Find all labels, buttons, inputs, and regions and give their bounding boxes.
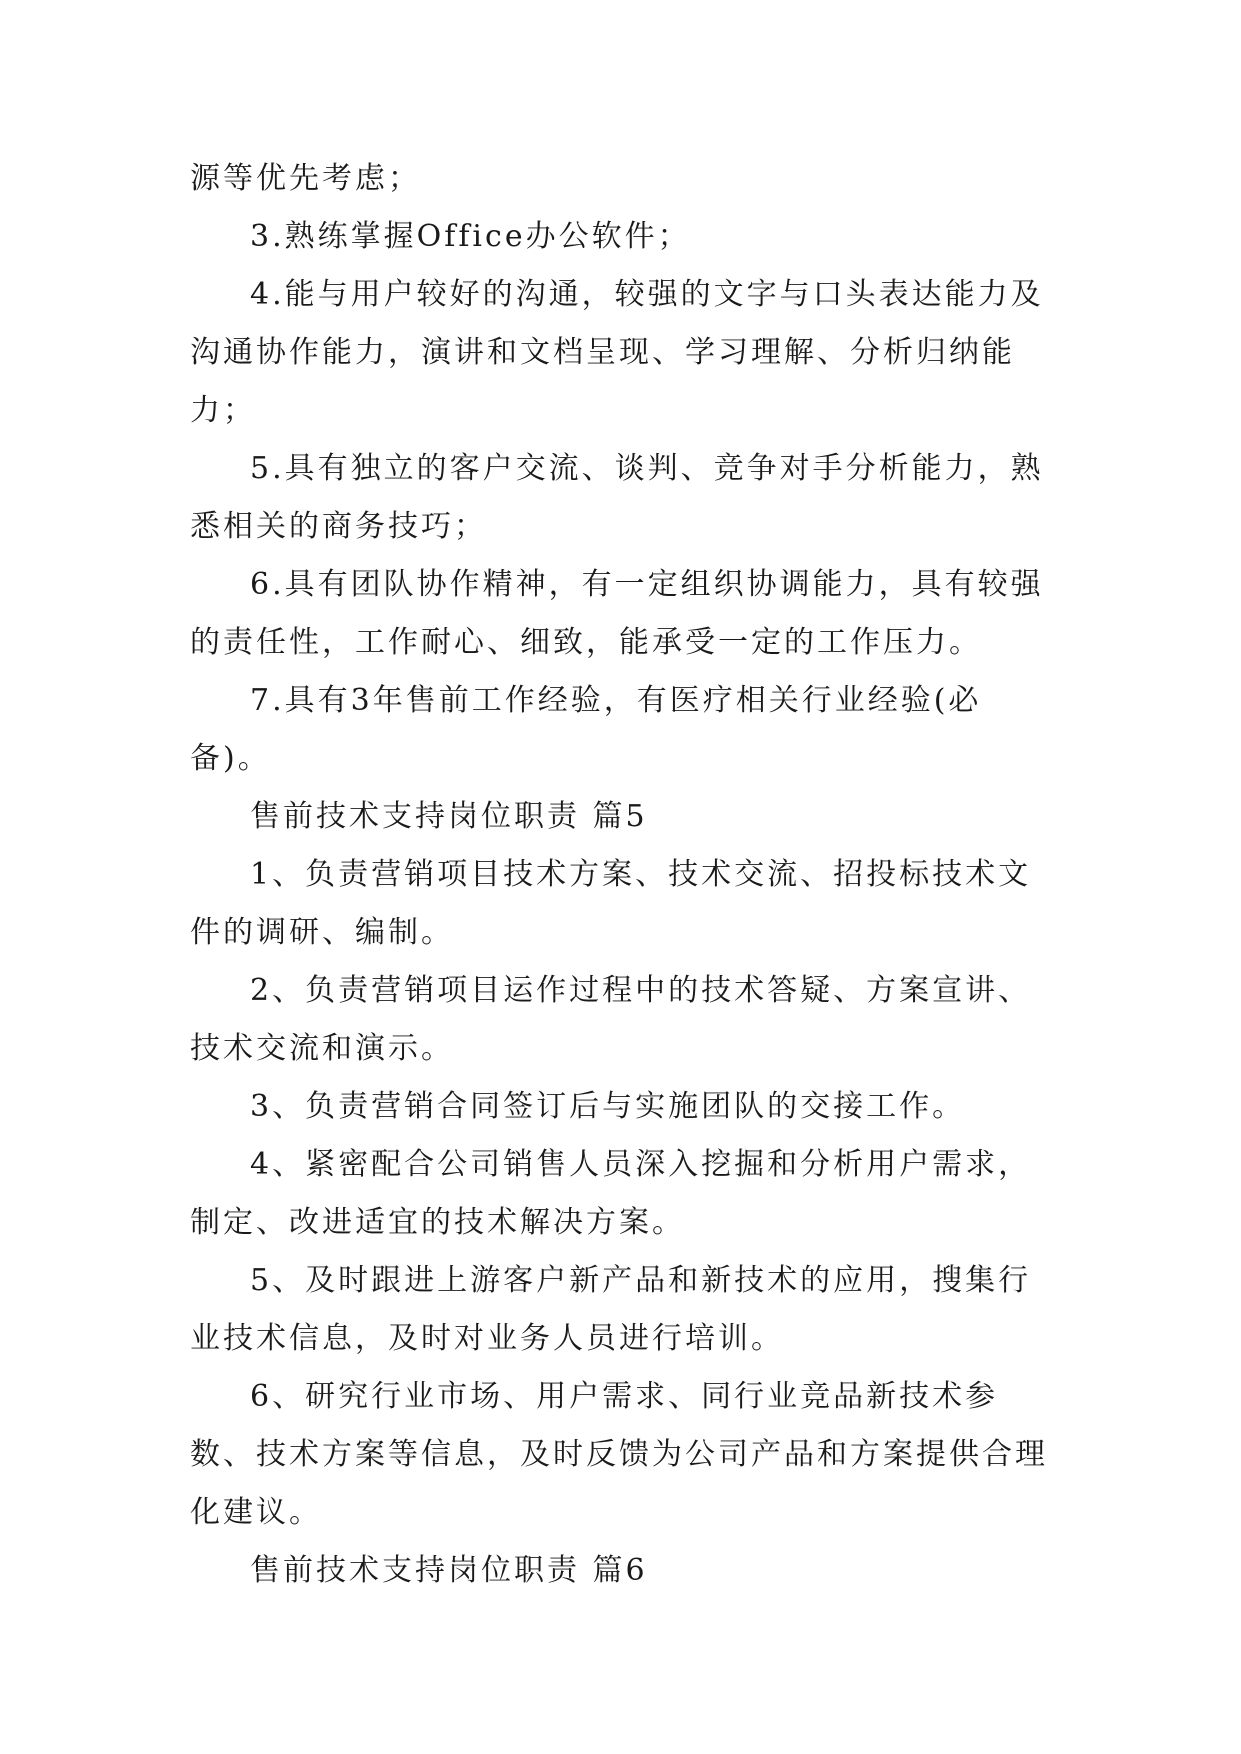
duty-item-2: 2、负责营销项目运作过程中的技术答疑、方案宣讲、技术交流和演示。 bbox=[190, 973, 1032, 1066]
duty-item-3: 3、负责营销合同签订后与实施团队的交接工作。 bbox=[250, 1089, 966, 1124]
paragraph-item-5: 5.具有独立的客户交流、谈判、竞争对手分析能力，熟悉相关的商务技巧； bbox=[190, 451, 1044, 544]
duty-item-4: 4、紧密配合公司销售人员深入挖掘和分析用户需求，制定、改进适宜的技术解决方案。 bbox=[190, 1147, 1032, 1240]
paragraph-item-3: 3.熟练掌握Office办公软件； bbox=[250, 219, 691, 254]
duty-item-1: 1、负责营销项目技术方案、技术交流、招投标技术文件的调研、编制。 bbox=[190, 857, 1032, 950]
duty-item-5: 5、及时跟进上游客户新产品和新技术的应用，搜集行业技术信息，及时对业务人员进行培训。 bbox=[190, 1263, 1032, 1356]
paragraph-item-4: 4.能与用户较好的沟通，较强的文字与口头表达能力及沟通协作能力，演讲和文档呈现、学习理解、分析归纳能力； bbox=[190, 277, 1044, 428]
paragraph-item-6: 6.具有团队协作精神，有一定组织协调能力，具有较强的责任性，工作耐心、细致，能承受一定的工作压力。 bbox=[190, 567, 1044, 660]
section-heading-5: 售前技术支持岗位职责 篇5 bbox=[250, 799, 648, 834]
section-heading-6: 售前技术支持岗位职责 篇6 bbox=[250, 1553, 648, 1588]
paragraph-continuation: 源等优先考虑； bbox=[190, 161, 421, 196]
document-body bbox=[190, 150, 1050, 1600]
duty-item-6: 6、研究行业市场、用户需求、同行业竞品新技术参数、技术方案等信息，及时反馈为公司产品和方案提供合理化建议。 bbox=[190, 1379, 1048, 1530]
paragraph-item-7: 7.具有3年售前工作经验，有医疗相关行业经验(必备)。 bbox=[190, 683, 982, 776]
